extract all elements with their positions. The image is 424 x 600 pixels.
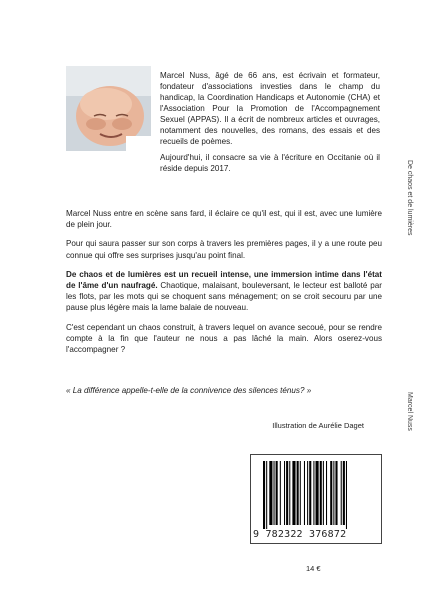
barcode-bar xyxy=(269,461,272,525)
book-summary-text: Chaotique, malaisant, bouleversant, le lecteur est balloté par les flots, par les mots qui se choquent sans ménagement; on se croit secouru par une pause plus légère mais la lame balaie de nouveau. xyxy=(66,281,382,313)
book-summary-bold: De chaos et de lumières est un recueil intense, une immersion intime dans l'état de l'âme d'un naufragé. xyxy=(66,269,382,291)
barcode-digits: 9 782322 376872 xyxy=(253,529,347,540)
barcode-bar xyxy=(341,461,342,525)
author-photo xyxy=(66,66,151,151)
barcode-bar xyxy=(346,461,347,529)
author-bio xyxy=(160,70,380,179)
barcode-bar xyxy=(335,461,337,525)
barcode-bar xyxy=(266,461,267,529)
barcode-bar xyxy=(300,461,301,525)
barcode-bar xyxy=(297,461,299,525)
barcode-bar xyxy=(274,461,275,525)
body-paragraph: C'est cependant un chaos construit, à travers lequel on avance secoué, pour se rendre compte à la fin que l'auteur ne nous a pas lâché la main. Alors oserez-vous l'accompagner ? xyxy=(66,322,382,355)
barcode-bar xyxy=(320,461,322,525)
bio-paragraph: Marcel Nuss, âgé de 66 ans, est écrivain et formateur, fondateur d'associations investies dans le champ du handicap, la Coordination Handicaps et Autonomie (CHA) et l'Association Pour la Promotion de l'Accompagnement Sexuel (APPAS). Il a écrit de nombreux articles et ouvrages, notamment des nouvelles, des romans, des essais et des recueils de poèmes. xyxy=(160,71,380,146)
barcode-icon xyxy=(263,461,371,529)
back-cover-text xyxy=(66,208,382,363)
spine-title: De chaos et de lumières xyxy=(406,160,413,236)
body-paragraph: Marcel Nuss entre en scène sans fard, il éclaire ce qu'il est, qui il est, avec une lumière de plein jour. xyxy=(66,209,382,230)
barcode-bar xyxy=(276,461,278,525)
barcode-bar xyxy=(316,461,319,525)
barcode-bar xyxy=(323,461,324,525)
barcode-bar xyxy=(304,461,305,525)
price: 14 € xyxy=(306,564,321,573)
spine xyxy=(406,160,420,460)
body-paragraph: Pour qui saura passer sur son corps à travers les premières pages, il y a une route peu connue qui offre ses surprises jusqu'au point final. xyxy=(66,239,382,260)
barcode-bar xyxy=(286,461,288,525)
barcode-bar xyxy=(307,461,308,525)
barcode-bar xyxy=(333,461,334,525)
bio-paragraph: Aujourd'hui, il consacre sa vie à l'écriture en Occitanie où il réside depuis 2017. xyxy=(160,153,380,173)
barcode-bar xyxy=(313,461,314,525)
body-paragraph xyxy=(66,269,382,314)
barcode-bar xyxy=(292,461,295,525)
illustration-credit: Illustration de Aurélie Daget xyxy=(272,421,364,430)
barcode-bar xyxy=(289,461,290,525)
barcode-bar xyxy=(263,461,265,529)
barcode-bar xyxy=(309,461,311,525)
barcode-bar xyxy=(284,461,285,525)
barcode-bar xyxy=(326,461,327,525)
barcode-bar xyxy=(343,461,345,525)
barcode-bar xyxy=(330,461,332,525)
isbn-barcode xyxy=(250,454,382,544)
epigraph-quote: « La différence appelle-t-elle de la connivence des silences ténus? » xyxy=(66,386,312,395)
barcode-bar xyxy=(280,461,281,525)
spine-author: Marcel Nuss xyxy=(406,392,413,431)
